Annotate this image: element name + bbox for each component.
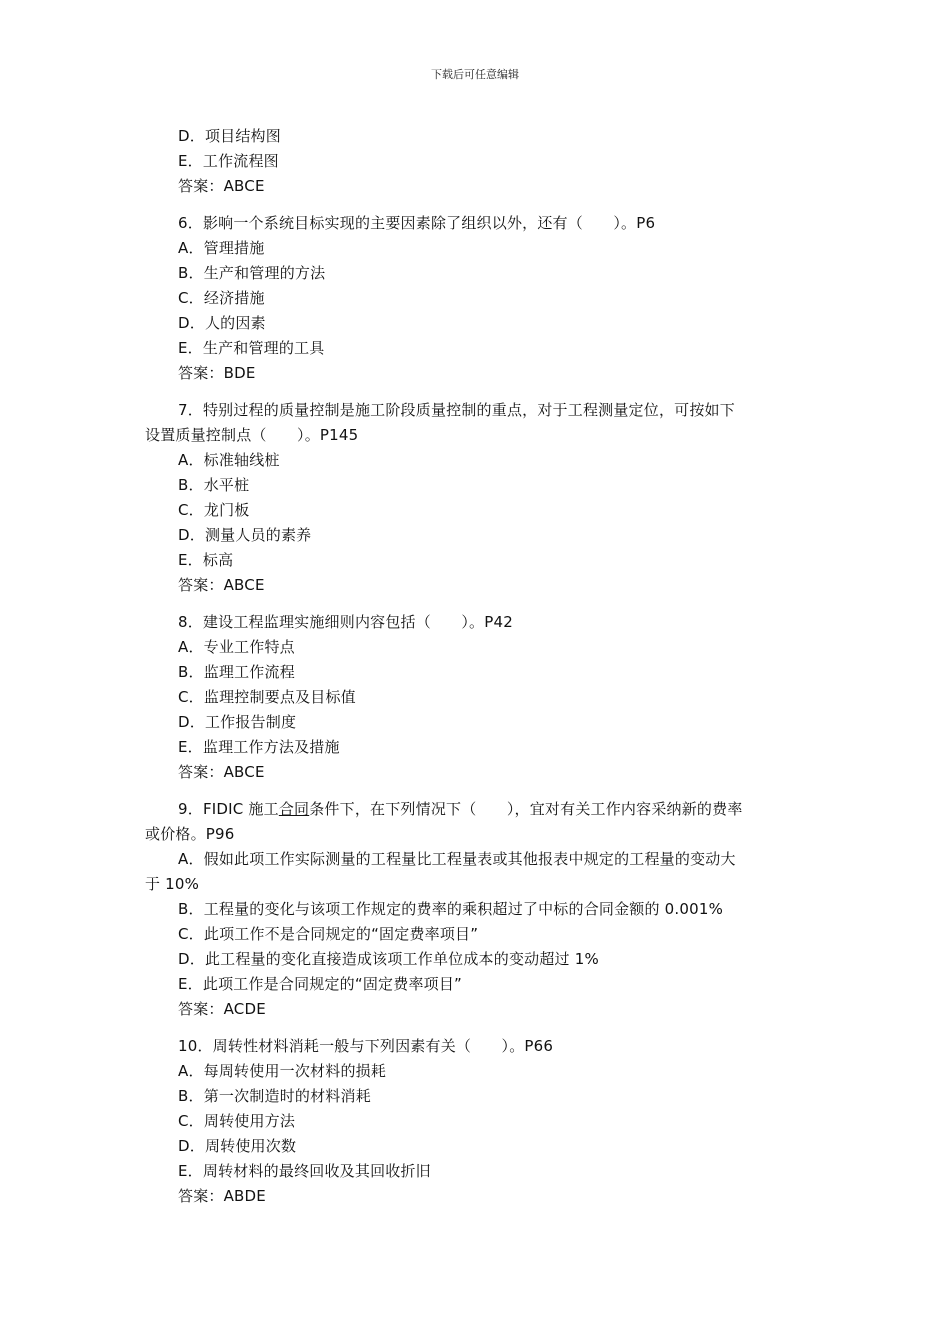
option-a: A．管理措施 <box>178 239 265 257</box>
option-e: E．工作流程图 <box>178 152 279 170</box>
option-a: A．每周转使用一次材料的损耗 <box>178 1062 387 1080</box>
option-d: D．此工程量的变化直接造成该项工作单位成本的变动超过 1% <box>178 950 599 968</box>
option-d: D．测量人员的素养 <box>178 526 312 544</box>
option-d: D．周转使用次数 <box>178 1137 297 1155</box>
option-c: C．监理控制要点及目标值 <box>178 688 356 706</box>
option-e: E．标高 <box>178 551 234 569</box>
document-body <box>145 124 810 1209</box>
answer: 答案：ABDE <box>178 1187 266 1205</box>
question-stem <box>145 797 810 822</box>
stem-prefix: 9．FIDIC 施工 <box>178 800 279 818</box>
question-9 <box>145 797 810 1022</box>
question-10 <box>145 1034 810 1209</box>
option-c: C．龙门板 <box>178 501 250 519</box>
option-b: B．生产和管理的方法 <box>178 264 326 282</box>
option-e: E．此项工作是合同规定的“固定费率项目” <box>178 975 463 993</box>
option-d: D．人的因素 <box>178 314 266 332</box>
option-a: A．假如此项工作实际测量的工程量比工程量表或其他报表中规定的工程量的变动大 <box>178 850 736 868</box>
option-b: B．监理工作流程 <box>178 663 295 681</box>
option-a: A．标准轴线桩 <box>178 451 280 469</box>
question-6 <box>145 211 810 386</box>
answer: 答案：ABCE <box>178 576 265 594</box>
stem-suffix: 条件下，在下列情况下（ ），宜对有关工作内容采纳新的费率 <box>309 800 743 818</box>
option-a: A．专业工作特点 <box>178 638 295 656</box>
option-e: E．周转材料的最终回收及其回收折旧 <box>178 1162 431 1180</box>
option-c: C．此项工作不是合同规定的“固定费率项目” <box>178 925 479 943</box>
question-stem: 10．周转性材料消耗一般与下列因素有关（ ）。P66 <box>178 1037 554 1055</box>
option-c: C．经济措施 <box>178 289 265 307</box>
question-8 <box>145 610 810 785</box>
option-a-continued: 于 10% <box>145 875 200 893</box>
option-c: C．周转使用方法 <box>178 1112 296 1130</box>
question-7 <box>145 398 810 598</box>
option-d: D．工作报告制度 <box>178 713 297 731</box>
option-d: D．项目结构图 <box>178 127 281 145</box>
question-stem-continued: 或价格。P96 <box>145 825 235 843</box>
question-stem: 7．特别过程的质量控制是施工阶段质量控制的重点，对于工程测量定位，可按如下 <box>178 401 735 419</box>
option-e: E．监理工作方法及措施 <box>178 738 340 756</box>
option-b: B．工程量的变化与该项工作规定的费率的乘积超过了中标的合同金额的 0.001% <box>178 900 724 918</box>
question-stem: 8．建设工程监理实施细则内容包括（ ）。P42 <box>178 613 513 631</box>
question-stem: 6．影响一个系统目标实现的主要因素除了组织以外，还有（ ）。P6 <box>178 214 656 232</box>
answer: 答案：ABCE <box>178 177 265 195</box>
option-b: B．水平桩 <box>178 476 250 494</box>
answer: 答案：ACDE <box>178 1000 266 1018</box>
question-stem-continued: 设置质量控制点（ ）。P145 <box>145 426 359 444</box>
page-header: 下载后可任意编辑 <box>431 68 519 81</box>
contract-underlined: 合同 <box>278 800 310 818</box>
option-b: B．第一次制造时的材料消耗 <box>178 1087 371 1105</box>
answer: 答案：ABCE <box>178 763 265 781</box>
question-5-tail <box>145 124 810 199</box>
answer: 答案：BDE <box>178 364 256 382</box>
option-e: E．生产和管理的工具 <box>178 339 325 357</box>
